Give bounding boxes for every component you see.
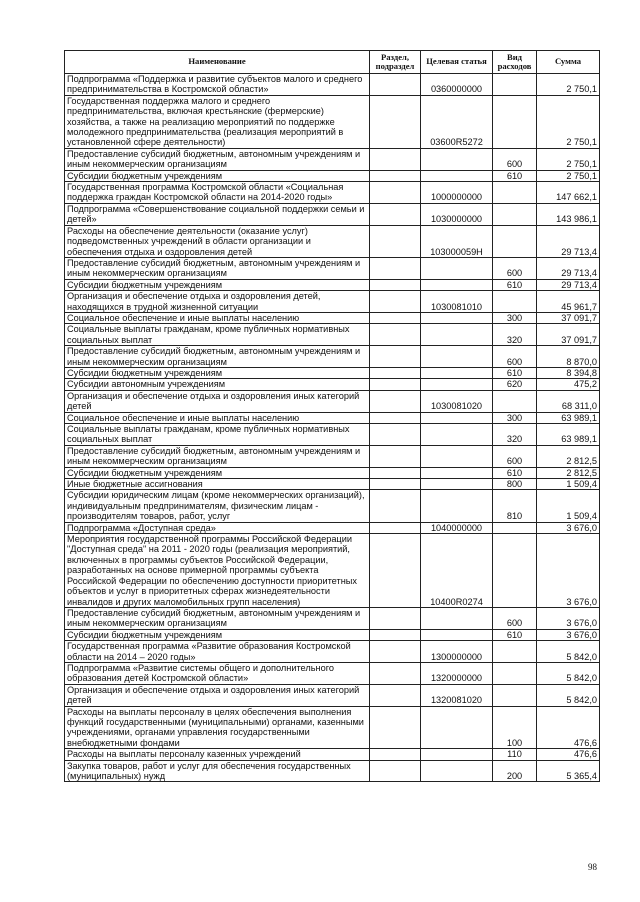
- cell-code: [421, 629, 493, 640]
- cell-name: Расходы на выплаты персоналу в целях обеспечения выполнения функций государственными (муниципальными) органами, казенными учреждениями, органами управления государственными внебюджетными фондами: [65, 706, 370, 749]
- cell-section: [370, 148, 421, 170]
- cell-sum: 1 509,4: [537, 490, 600, 522]
- table-row: [65, 706, 600, 749]
- cell-sum: 45 961,7: [537, 291, 600, 313]
- cell-name: Социальное обеспечение и иные выплаты населению: [65, 412, 370, 423]
- table-row: [65, 279, 600, 290]
- header-name: Наименование: [65, 51, 370, 74]
- cell-section: [370, 225, 421, 257]
- cell-name: Субсидии юридическим лицам (кроме некоммерческих организаций), индивидуальным предпринимателям, физическим лицам - производителям товаров, работ, услуг: [65, 490, 370, 522]
- cell-section: [370, 324, 421, 346]
- cell-section: [370, 74, 421, 96]
- cell-sum: 2 750,1: [537, 95, 600, 148]
- table-row: [65, 74, 600, 96]
- cell-name: Государственная программа «Развитие образования Костромской области на 2014 – 2020 годы»: [65, 641, 370, 663]
- header-kind: Вид расходов: [493, 51, 537, 74]
- page-number: 98: [588, 862, 597, 872]
- cell-section: [370, 641, 421, 663]
- cell-section: [370, 490, 421, 522]
- cell-name: Подпрограмма «Поддержка и развитие субъектов малого и среднего предпринимательства в Костромской области»: [65, 74, 370, 96]
- cell-kind: 320: [493, 324, 537, 346]
- table-row: [65, 346, 600, 368]
- cell-kind: 610: [493, 467, 537, 478]
- cell-code: [421, 367, 493, 378]
- cell-name: Организация и обеспечение отдыха и оздоровления детей, находящихся в трудной жизненной ситуации: [65, 291, 370, 313]
- cell-code: [421, 279, 493, 290]
- cell-section: [370, 445, 421, 467]
- table-row: [65, 749, 600, 760]
- cell-kind: 600: [493, 445, 537, 467]
- cell-name: Субсидии бюджетным учреждениям: [65, 367, 370, 378]
- table-row: [65, 641, 600, 663]
- table-row: [65, 291, 600, 313]
- cell-sum: 3 676,0: [537, 534, 600, 608]
- cell-kind: 320: [493, 424, 537, 446]
- cell-name: Субсидии бюджетным учреждениям: [65, 170, 370, 181]
- table-row: [65, 445, 600, 467]
- cell-code: [421, 324, 493, 346]
- cell-section: [370, 182, 421, 204]
- header-code: Целевая статья: [421, 51, 493, 74]
- cell-kind: 600: [493, 607, 537, 629]
- table-row: [65, 684, 600, 706]
- cell-section: [370, 95, 421, 148]
- header-sum: Сумма: [537, 51, 600, 74]
- cell-kind: [493, 390, 537, 412]
- cell-sum: 5 842,0: [537, 662, 600, 684]
- cell-sum: 29 713,4: [537, 279, 600, 290]
- cell-name: Организация и обеспечение отдыха и оздоровления иных категорий детей: [65, 390, 370, 412]
- cell-sum: 63 989,1: [537, 424, 600, 446]
- table-row: [65, 182, 600, 204]
- cell-name: Государственная поддержка малого и среднего предпринимательства, включая крестьянские (фермерские) хозяйства, а также на реализацию мероприятий по поддержке молодежного предпринимательства (реализация мероприятий в установленной сфере деятельности): [65, 95, 370, 148]
- cell-section: [370, 479, 421, 490]
- cell-name: Подпрограмма «Развитие системы общего и дополнительного образования детей Костромской области»: [65, 662, 370, 684]
- cell-name: Предоставление субсидий бюджетным, автономным учреждениям и иным некоммерческим организациям: [65, 257, 370, 279]
- cell-section: [370, 467, 421, 478]
- table-row: [65, 148, 600, 170]
- cell-sum: 68 311,0: [537, 390, 600, 412]
- cell-code: [421, 760, 493, 782]
- cell-section: [370, 312, 421, 323]
- cell-section: [370, 522, 421, 533]
- cell-code: [421, 257, 493, 279]
- cell-name: Государственная программа Костромской области «Социальная поддержка граждан Костромской области на 2014-2020 годы»: [65, 182, 370, 204]
- table-row: [65, 367, 600, 378]
- table-row: [65, 312, 600, 323]
- cell-code: [421, 379, 493, 390]
- cell-code: 1030000000: [421, 203, 493, 225]
- cell-code: 1320081020: [421, 684, 493, 706]
- cell-code: 1030081010: [421, 291, 493, 313]
- cell-kind: 100: [493, 706, 537, 749]
- cell-sum: 8 394,8: [537, 367, 600, 378]
- cell-section: [370, 760, 421, 782]
- cell-kind: [493, 522, 537, 533]
- table-row: [65, 170, 600, 181]
- cell-section: [370, 684, 421, 706]
- cell-section: [370, 291, 421, 313]
- table-row: [65, 390, 600, 412]
- cell-kind: 110: [493, 749, 537, 760]
- table-row: [65, 324, 600, 346]
- cell-name: Расходы на обеспечение деятельности (оказание услуг) подведомственных учреждений в области организации и обеспечения отдыха и оздоровления детей: [65, 225, 370, 257]
- cell-code: 10400R0274: [421, 534, 493, 608]
- cell-name: Субсидии бюджетным учреждениям: [65, 467, 370, 478]
- cell-kind: 600: [493, 257, 537, 279]
- table-row: [65, 424, 600, 446]
- cell-code: [421, 312, 493, 323]
- cell-code: [421, 607, 493, 629]
- cell-name: Иные бюджетные ассигнования: [65, 479, 370, 490]
- cell-code: 1320000000: [421, 662, 493, 684]
- cell-name: Социальные выплаты гражданам, кроме публичных нормативных социальных выплат: [65, 324, 370, 346]
- cell-section: [370, 170, 421, 181]
- cell-section: [370, 534, 421, 608]
- table-row: [65, 662, 600, 684]
- cell-name: Подпрограмма «Доступная среда»: [65, 522, 370, 533]
- cell-sum: 2 750,1: [537, 170, 600, 181]
- cell-code: 103000059H: [421, 225, 493, 257]
- table-row: [65, 379, 600, 390]
- table-row: [65, 760, 600, 782]
- table-row: [65, 412, 600, 423]
- cell-sum: 3 676,0: [537, 522, 600, 533]
- cell-name: Субсидии автономным учреждениям: [65, 379, 370, 390]
- cell-kind: 800: [493, 479, 537, 490]
- table-row: [65, 203, 600, 225]
- cell-code: [421, 412, 493, 423]
- cell-code: 03600R5272: [421, 95, 493, 148]
- cell-code: [421, 479, 493, 490]
- cell-section: [370, 257, 421, 279]
- cell-name: Организация и обеспечение отдыха и оздоровления иных категорий детей: [65, 684, 370, 706]
- header-section: Раздел, подраздел: [370, 51, 421, 74]
- cell-sum: 5 842,0: [537, 641, 600, 663]
- cell-section: [370, 412, 421, 423]
- cell-code: 1040000000: [421, 522, 493, 533]
- cell-name: Предоставление субсидий бюджетным, автономным учреждениям и иным некоммерческим организациям: [65, 445, 370, 467]
- table-row: [65, 534, 600, 608]
- cell-kind: 610: [493, 629, 537, 640]
- cell-code: 1000000000: [421, 182, 493, 204]
- cell-sum: 143 986,1: [537, 203, 600, 225]
- cell-sum: 29 713,4: [537, 257, 600, 279]
- cell-name: Социальное обеспечение и иные выплаты населению: [65, 312, 370, 323]
- cell-sum: 2 750,1: [537, 74, 600, 96]
- cell-section: [370, 662, 421, 684]
- cell-kind: [493, 225, 537, 257]
- cell-kind: [493, 291, 537, 313]
- cell-sum: 37 091,7: [537, 324, 600, 346]
- cell-section: [370, 367, 421, 378]
- cell-section: [370, 607, 421, 629]
- cell-name: Подпрограмма «Совершенствование социальной поддержки семьи и детей»: [65, 203, 370, 225]
- cell-sum: 476,6: [537, 706, 600, 749]
- cell-section: [370, 203, 421, 225]
- cell-kind: 610: [493, 279, 537, 290]
- cell-code: 1030081020: [421, 390, 493, 412]
- cell-kind: [493, 95, 537, 148]
- cell-kind: 200: [493, 760, 537, 782]
- cell-sum: 476,6: [537, 749, 600, 760]
- cell-kind: 810: [493, 490, 537, 522]
- cell-kind: 600: [493, 346, 537, 368]
- table-header: [65, 51, 600, 74]
- table-row: [65, 467, 600, 478]
- table-row: [65, 95, 600, 148]
- cell-name: Социальные выплаты гражданам, кроме публичных нормативных социальных выплат: [65, 424, 370, 446]
- cell-sum: 37 091,7: [537, 312, 600, 323]
- cell-kind: [493, 641, 537, 663]
- cell-kind: 600: [493, 148, 537, 170]
- cell-section: [370, 424, 421, 446]
- cell-code: [421, 148, 493, 170]
- cell-section: [370, 749, 421, 760]
- cell-section: [370, 706, 421, 749]
- cell-kind: [493, 662, 537, 684]
- cell-kind: 610: [493, 170, 537, 181]
- cell-kind: 620: [493, 379, 537, 390]
- cell-name: Предоставление субсидий бюджетным, автономным учреждениям и иным некоммерческим организациям: [65, 346, 370, 368]
- cell-name: Мероприятия государственной программы Российской Федерации "Доступная среда" на 2011 - 2020 годы (реализация мероприятий, включенных в программы субъектов Российской Федерации, разработанных на основе примерной программы субъекта Российской Федерации по обеспечению доступности приоритетных объектов и услуг в приоритетных сферах жизнедеятельности инвалидов и других маломобильных групп населения): [65, 534, 370, 608]
- cell-code: 1300000000: [421, 641, 493, 663]
- cell-name: Субсидии бюджетным учреждениям: [65, 279, 370, 290]
- cell-sum: 8 870,0: [537, 346, 600, 368]
- cell-section: [370, 379, 421, 390]
- cell-sum: 475,2: [537, 379, 600, 390]
- table-row: [65, 629, 600, 640]
- cell-kind: [493, 534, 537, 608]
- cell-code: [421, 749, 493, 760]
- cell-sum: 29 713,4: [537, 225, 600, 257]
- cell-code: 0360000000: [421, 74, 493, 96]
- cell-name: Предоставление субсидий бюджетным, автономным учреждениям и иным некоммерческим организациям: [65, 607, 370, 629]
- table-row: [65, 257, 600, 279]
- cell-code: [421, 706, 493, 749]
- table-row: [65, 607, 600, 629]
- cell-sum: 2 812,5: [537, 445, 600, 467]
- cell-code: [421, 445, 493, 467]
- cell-section: [370, 346, 421, 368]
- cell-sum: 5 842,0: [537, 684, 600, 706]
- cell-sum: 2 812,5: [537, 467, 600, 478]
- cell-name: Предоставление субсидий бюджетным, автономным учреждениям и иным некоммерческим организациям: [65, 148, 370, 170]
- cell-kind: [493, 684, 537, 706]
- cell-sum: 5 365,4: [537, 760, 600, 782]
- cell-kind: 300: [493, 412, 537, 423]
- cell-name: Закупка товаров, работ и услуг для обеспечения государственных (муниципальных) нужд: [65, 760, 370, 782]
- table-row: [65, 479, 600, 490]
- cell-code: [421, 424, 493, 446]
- cell-kind: 610: [493, 367, 537, 378]
- cell-kind: [493, 203, 537, 225]
- cell-code: [421, 170, 493, 181]
- cell-sum: 147 662,1: [537, 182, 600, 204]
- table-row: [65, 490, 600, 522]
- table-row: [65, 225, 600, 257]
- budget-table: [64, 50, 600, 782]
- table-body: [65, 74, 600, 782]
- cell-kind: [493, 74, 537, 96]
- cell-code: [421, 346, 493, 368]
- cell-sum: 1 509,4: [537, 479, 600, 490]
- cell-sum: 3 676,0: [537, 607, 600, 629]
- cell-sum: 2 750,1: [537, 148, 600, 170]
- cell-section: [370, 279, 421, 290]
- cell-section: [370, 629, 421, 640]
- cell-name: Субсидии бюджетным учреждениям: [65, 629, 370, 640]
- cell-code: [421, 490, 493, 522]
- cell-sum: 3 676,0: [537, 629, 600, 640]
- cell-sum: 63 989,1: [537, 412, 600, 423]
- table-row: [65, 522, 600, 533]
- cell-name: Расходы на выплаты персоналу казенных учреждений: [65, 749, 370, 760]
- cell-kind: 300: [493, 312, 537, 323]
- cell-code: [421, 467, 493, 478]
- cell-kind: [493, 182, 537, 204]
- cell-section: [370, 390, 421, 412]
